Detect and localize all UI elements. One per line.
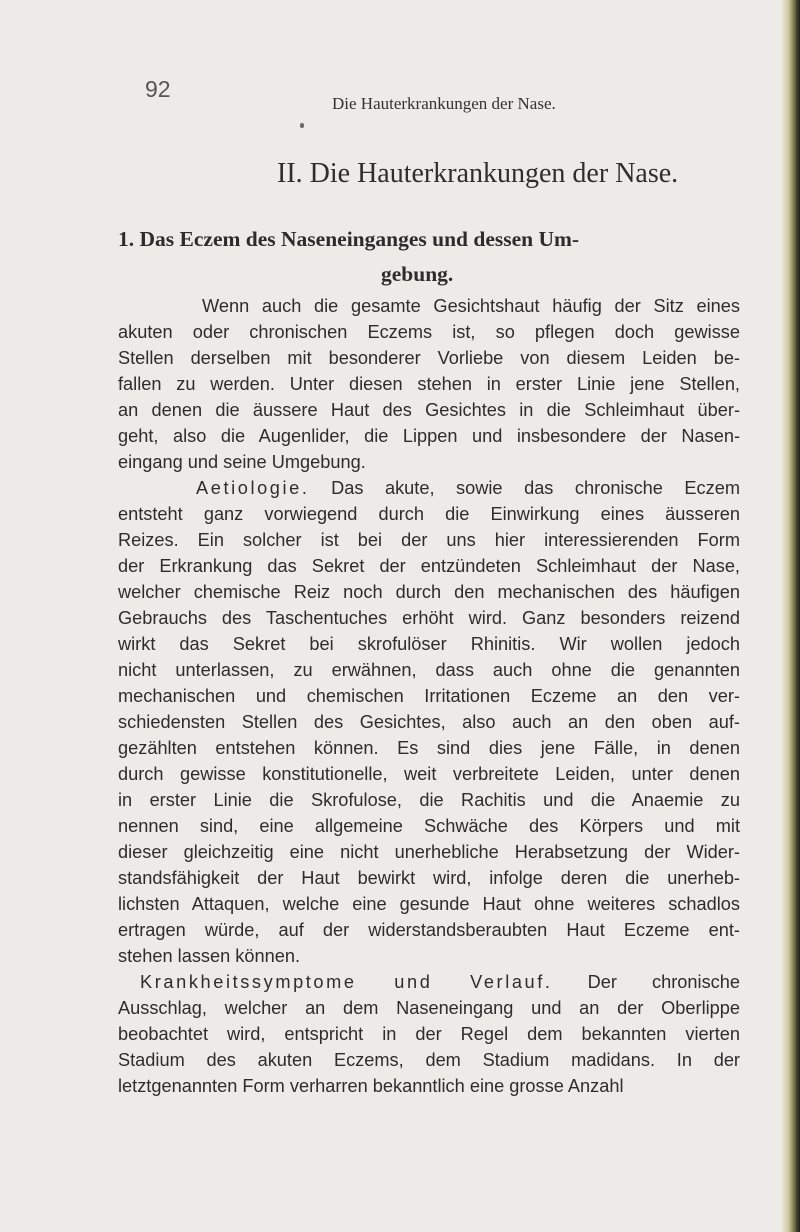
text-line: durch gewisse konstitutionelle, weit verbreitete Leiden, unter denen xyxy=(118,764,740,784)
text-run: Das akute, sowie das chronische Eczem xyxy=(331,478,741,498)
section-title xyxy=(118,222,738,292)
text-line: nennen sind, eine allgemeine Schwäche des Körpers und mit xyxy=(118,816,740,836)
text-line: akuten oder chronischen Eczems ist, so pflegen doch gewisse xyxy=(118,322,740,342)
text-line: nicht unterlassen, zu erwähnen, dass auch ohne die genannten xyxy=(118,660,740,680)
text-line: mechanischen und chemischen Irritationen Eczeme an den ver- xyxy=(118,686,740,706)
text-line: Stellen derselben mit besonderer Vorliebe von diesem Leiden be- xyxy=(118,348,740,368)
paragraph-lead-line xyxy=(118,475,740,501)
text-line: welcher chemische Reiz noch durch den mechanischen des häufigen xyxy=(118,582,740,602)
subsection-heading-aetiologie: Aetiologie. xyxy=(196,478,310,498)
book-spine-edge xyxy=(782,0,800,1232)
chapter-title: II. Die Hauterkrankungen der Nase. xyxy=(277,158,679,189)
text-line: dieser gleichzeitig eine nicht unerhebliche Herabsetzung der Wider- xyxy=(118,842,740,862)
text-line: stehen lassen können. xyxy=(118,946,301,966)
text-line: Ausschlag, welcher an dem Naseneingang und an der Oberlippe xyxy=(118,998,740,1018)
text-line: an denen die äussere Haut des Gesichtes in die Schleimhaut über- xyxy=(118,400,740,420)
text-line: schiedensten Stellen des Gesichtes, also auch an den oben auf- xyxy=(118,712,740,732)
text-line: gezählten entstehen können. Es sind dies jene Fälle, in denen xyxy=(118,738,740,758)
body-text xyxy=(118,293,740,1099)
text-line: Gebrauchs des Taschentuches erhöht wird. Ganz besonders reizend xyxy=(118,608,740,628)
text-run: Der chronische xyxy=(587,972,740,992)
print-mark xyxy=(300,123,304,128)
text-line: Reizes. Ein solcher ist bei der uns hier interessierenden Form xyxy=(118,530,740,550)
text-line: Wenn auch die gesamte Gesichtshaut häufig der Sitz eines xyxy=(202,296,740,316)
text-line: der Erkrankung das Sekret der entzündeten Schleimhaut der Nase, xyxy=(118,556,740,576)
section-title-line-2: gebung. xyxy=(381,262,454,286)
text-line: lichsten Attaquen, welche eine gesunde Haut ohne weiteres schadlos xyxy=(118,894,740,914)
text-line: beobachtet wird, entspricht in der Regel dem bekannten vierten xyxy=(118,1024,740,1044)
text-line: entsteht ganz vorwiegend durch die Einwirkung eines äusseren xyxy=(118,504,740,524)
text-line: eingang und seine Umgebung. xyxy=(118,452,366,472)
running-header: Die Hauterkrankungen der Nase. xyxy=(332,94,556,113)
section-title-line-1: 1. Das Eczem des Naseneinganges und dessen Um- xyxy=(118,227,580,251)
text-line: geht, also die Augenlider, die Lippen und insbesondere der Nasen- xyxy=(118,426,740,446)
text-line: in erster Linie die Skrofulose, die Rachitis und die Anaemie zu xyxy=(118,790,740,810)
text-line: standsfähigkeit der Haut bewirkt wird, infolge deren die unerheb- xyxy=(118,868,740,888)
text-line: wirkt das Sekret bei skrofulöser Rhinitis. Wir wollen jedoch xyxy=(118,634,740,654)
text-line: fallen zu werden. Unter diesen stehen in erster Linie jene Stellen, xyxy=(118,374,740,394)
text-line: Stadium des akuten Eczems, dem Stadium madidans. In der xyxy=(118,1050,740,1070)
page-number: 92 xyxy=(145,76,171,102)
text-line: letztgenannten Form verharren bekanntlich eine grosse Anzahl xyxy=(118,1076,624,1096)
paragraph-lead-line xyxy=(118,969,740,995)
text-line: ertragen würde, auf der widerstandsberaubten Haut Eczeme ent- xyxy=(118,920,740,940)
subsection-heading-symptome: Krankheitssymptome und Verlauf. xyxy=(140,972,553,992)
